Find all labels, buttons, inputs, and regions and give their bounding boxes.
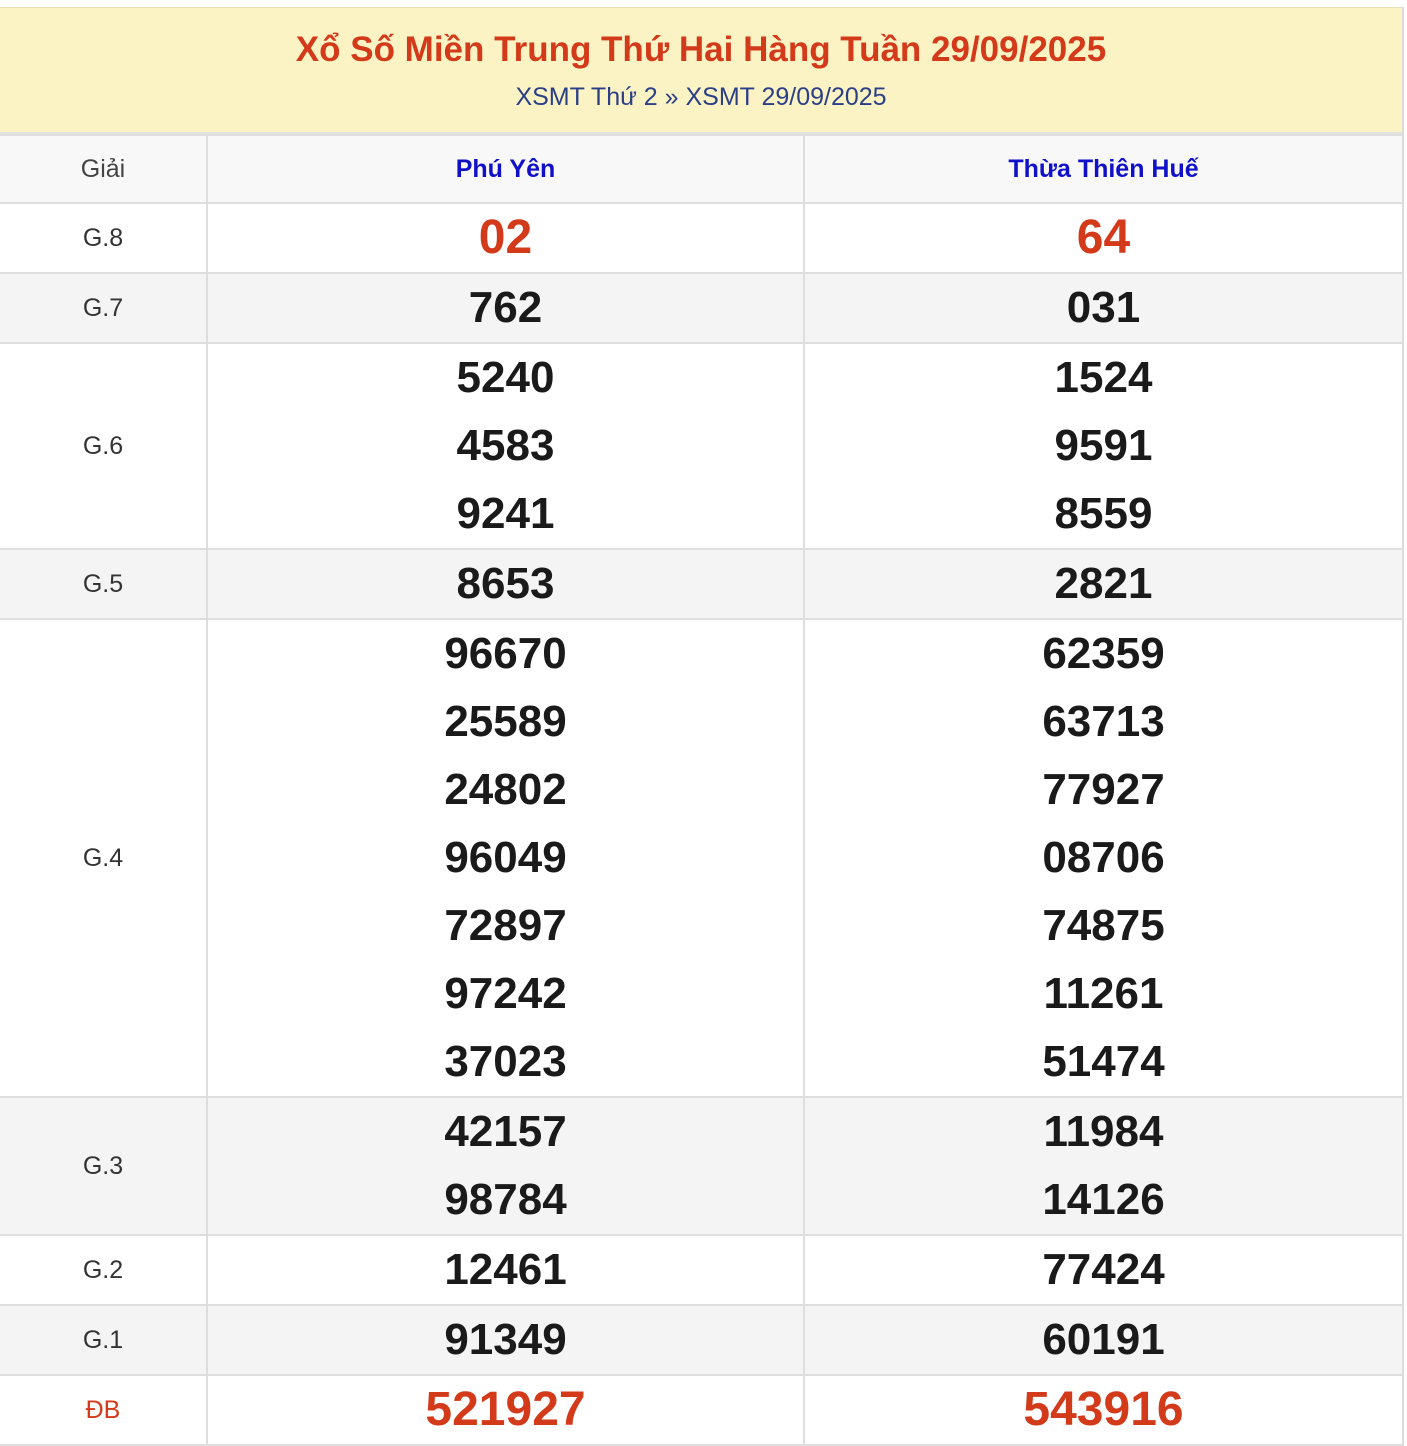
result-number: 02 [478, 211, 533, 264]
prize-label: G.5 [0, 549, 207, 619]
result-number: 4583 [456, 421, 555, 470]
phu-yen-result-cell [207, 1305, 804, 1375]
prize-row-g6 [0, 343, 1402, 549]
phu-yen-result-cell [207, 549, 804, 619]
prize-row-g3 [0, 1097, 1402, 1235]
result-number: 9241 [456, 489, 555, 538]
phu-yen-result-cell [207, 1375, 804, 1445]
result-number: 8559 [1054, 489, 1153, 538]
result-number: 77424 [1042, 1245, 1165, 1294]
breadcrumb-separator: » [664, 83, 679, 111]
phu-yen-result-cell [207, 1235, 804, 1305]
hue-result-cell [804, 549, 1402, 619]
phu-yen-result-cell [207, 619, 804, 1097]
phu-yen-result-cell [207, 343, 804, 549]
prize-label: G.7 [0, 273, 207, 343]
result-number: 64 [1076, 211, 1131, 264]
result-number: 031 [1066, 283, 1141, 332]
result-number: 91349 [444, 1315, 567, 1364]
hue-result-cell [804, 1305, 1402, 1375]
table-header-row [0, 135, 1402, 203]
prize-label: G.4 [0, 619, 207, 1097]
result-number: 14126 [1042, 1175, 1165, 1224]
hue-result-cell [804, 273, 1402, 343]
result-number: 42157 [444, 1107, 567, 1156]
phu-yen-result-cell [207, 273, 804, 343]
result-number: 5240 [456, 353, 555, 402]
results-table [0, 134, 1402, 1446]
prize-label: G.1 [0, 1305, 207, 1375]
page-title: Xổ Số Miền Trung Thứ Hai Hàng Tuần 29/09/2025 [295, 30, 1107, 69]
hue-result-cell [804, 343, 1402, 549]
phu-yen-result-cell [207, 1097, 804, 1235]
breadcrumb [0, 82, 1402, 112]
result-number: 60191 [1042, 1315, 1165, 1364]
prize-row-g2 [0, 1235, 1402, 1305]
result-number: 11261 [1043, 969, 1164, 1018]
result-number: 12461 [444, 1245, 567, 1294]
result-number: 97242 [444, 969, 567, 1018]
prize-label: G.2 [0, 1235, 207, 1305]
result-number: 8653 [456, 559, 555, 608]
prize-row-g5 [0, 549, 1402, 619]
prize-label: G.3 [0, 1097, 207, 1235]
phu-yen-result-cell [207, 203, 804, 273]
special-prize-number: 543916 [1023, 1383, 1184, 1436]
result-number: 1524 [1054, 353, 1153, 402]
column-header-giai: Giải [0, 135, 207, 203]
result-number: 77927 [1042, 765, 1165, 814]
result-number: 74875 [1042, 901, 1165, 950]
result-number: 51474 [1042, 1037, 1165, 1086]
lottery-results-panel [0, 7, 1404, 1446]
result-number: 762 [468, 283, 543, 332]
result-number: 24802 [444, 765, 567, 814]
prize-row-special [0, 1375, 1402, 1445]
hue-result-cell [804, 1235, 1402, 1305]
prize-label: G.6 [0, 343, 207, 549]
column-header-thua-thien-hue: Thừa Thiên Huế [804, 135, 1402, 203]
result-number: 98784 [444, 1175, 567, 1224]
result-number: 9591 [1054, 421, 1153, 470]
result-number: 25589 [444, 697, 567, 746]
results-header [0, 7, 1402, 134]
result-number: 62359 [1042, 629, 1165, 678]
prize-label: ĐB [0, 1375, 207, 1445]
prize-row-g1 [0, 1305, 1402, 1375]
result-number: 72897 [444, 901, 567, 950]
hue-result-cell [804, 1097, 1402, 1235]
prize-label: G.8 [0, 203, 207, 273]
prize-row-g8 [0, 203, 1402, 273]
result-number: 37023 [444, 1037, 567, 1086]
special-prize-number: 521927 [425, 1383, 586, 1436]
result-number: 11984 [1043, 1107, 1164, 1156]
hue-result-cell [804, 203, 1402, 273]
result-number: 96670 [444, 629, 567, 678]
hue-result-cell [804, 619, 1402, 1097]
prize-row-g7 [0, 273, 1402, 343]
breadcrumb-xsmt-thu-2-link[interactable]: XSMT Thứ 2 [515, 83, 658, 111]
prize-row-g4 [0, 619, 1402, 1097]
result-number: 63713 [1042, 697, 1165, 746]
column-header-phu-yen: Phú Yên [207, 135, 804, 203]
result-number: 96049 [444, 833, 567, 882]
hue-result-cell [804, 1375, 1402, 1445]
breadcrumb-xsmt-date-link[interactable]: XSMT 29/09/2025 [685, 83, 887, 111]
result-number: 2821 [1054, 559, 1153, 608]
result-number: 08706 [1042, 833, 1165, 882]
